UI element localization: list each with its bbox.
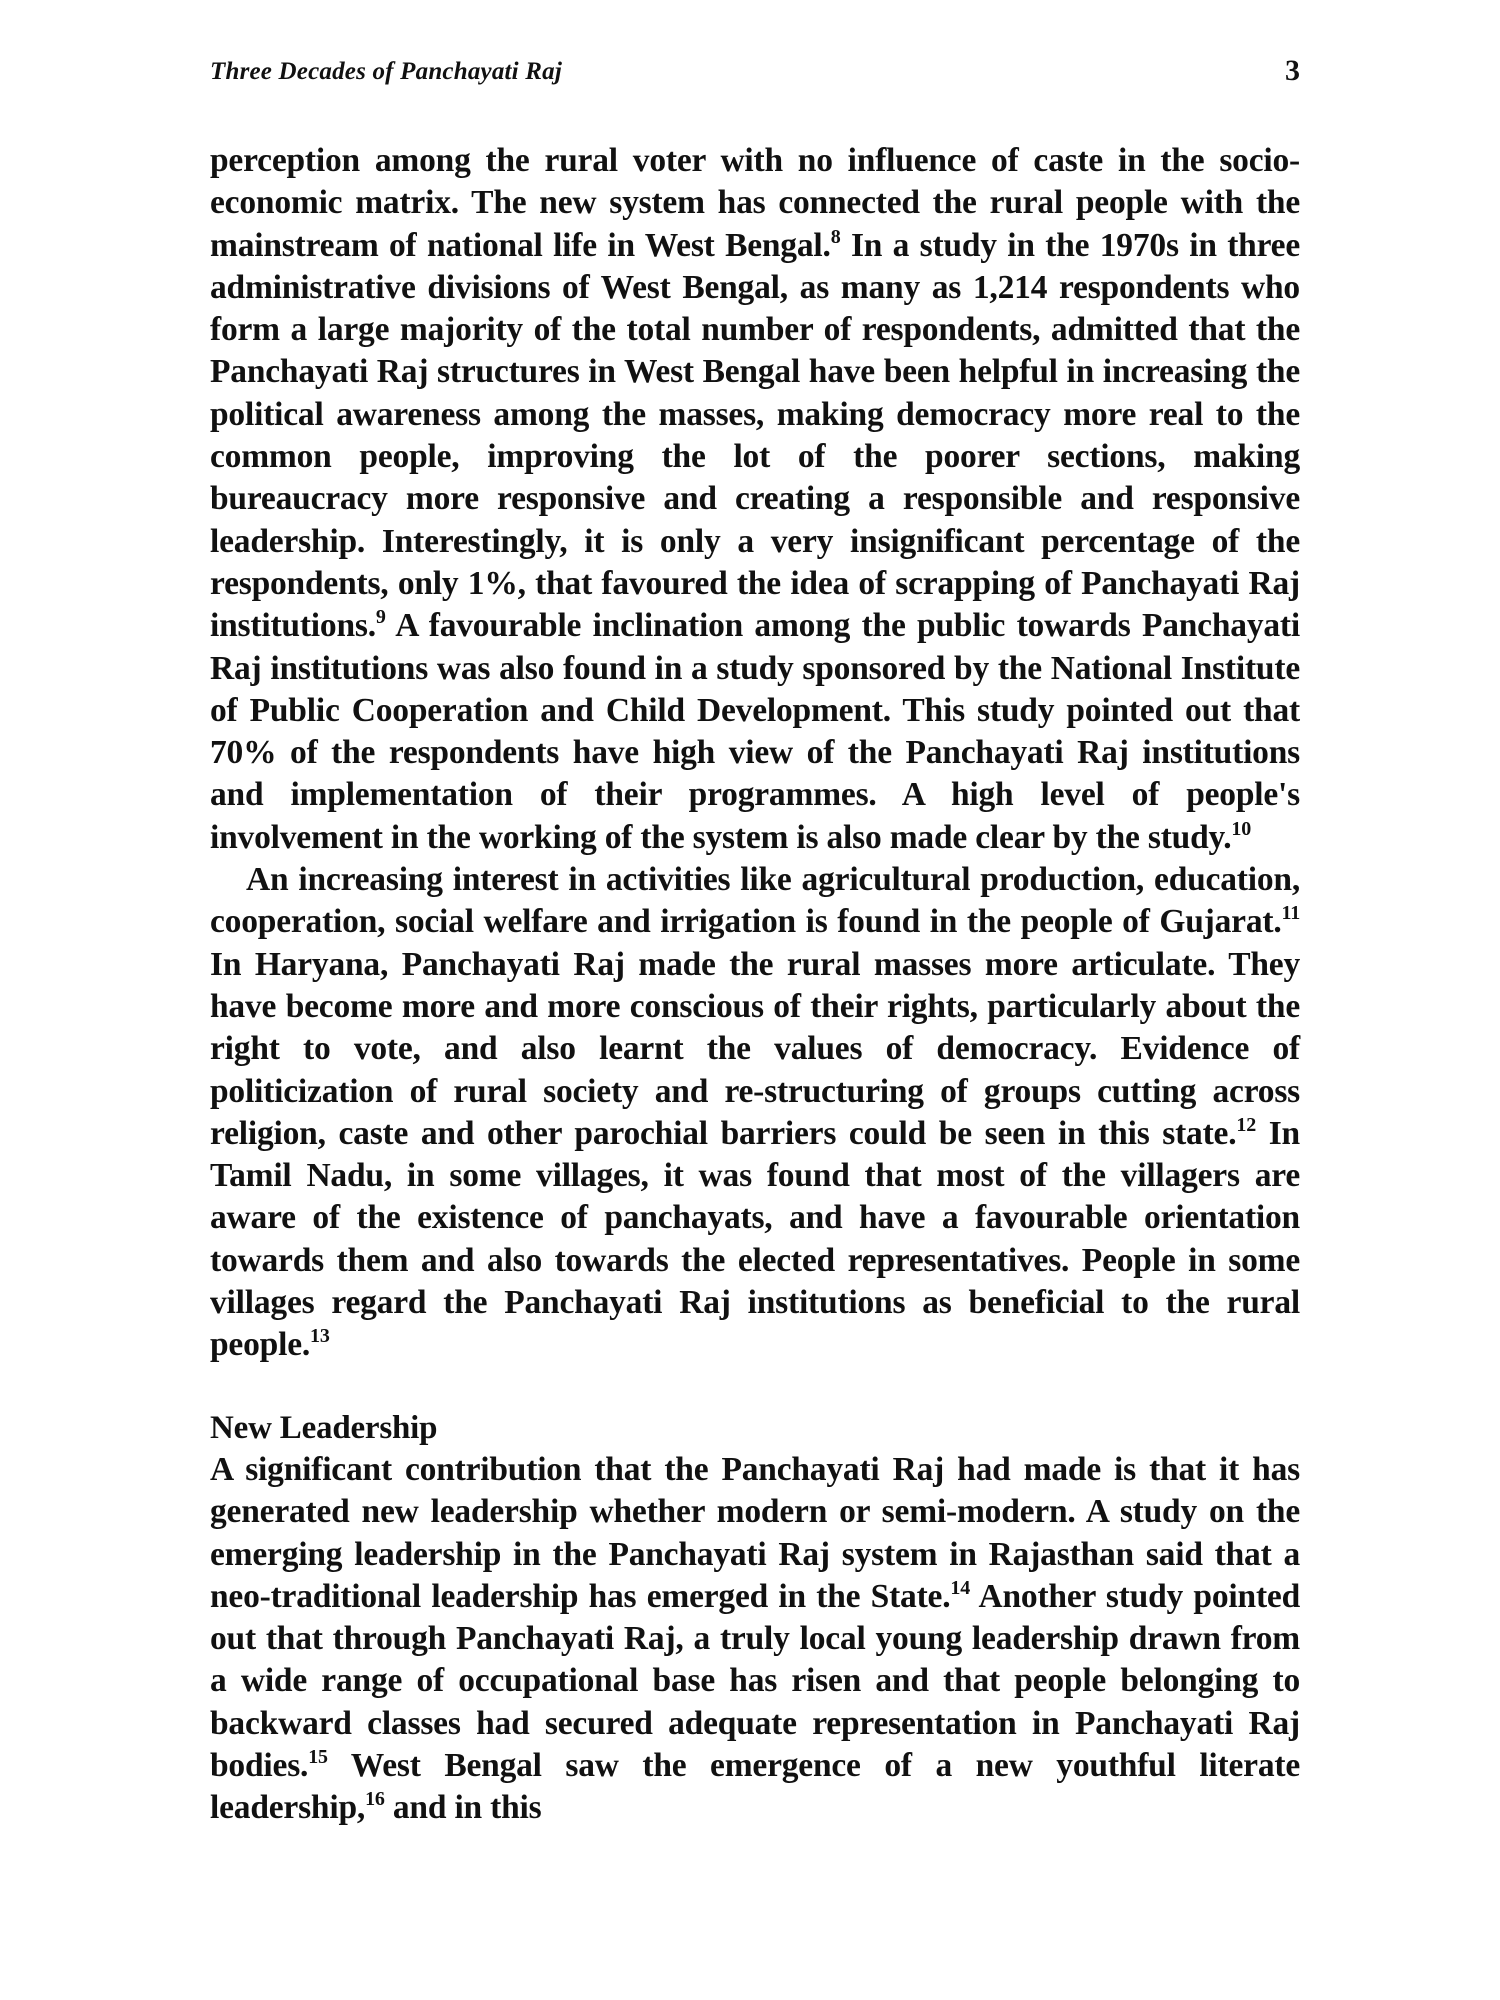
paragraph-2 bbox=[210, 859, 1300, 1367]
footnote-reference: 15 bbox=[308, 1745, 328, 1768]
text-run: Another study pointed out that through Panchayati Raj, a truly local young leadership drawn from a wide range of occupational base has risen and that people belonging to backward classes had secured adequate representation in Panchayati Raj bodies. bbox=[210, 1577, 1300, 1784]
text-run: West Bengal saw the emergence of a new youthful literate leadership, bbox=[210, 1746, 1300, 1827]
footnote-reference: 12 bbox=[1236, 1113, 1256, 1136]
text-run: perception among the rural voter with no influence of caste in the socio-economic matrix. The new system has connected the rural people with the mainstream of national life in West Bengal. bbox=[210, 142, 1300, 264]
footnote-reference: 9 bbox=[375, 606, 386, 629]
page-number: 3 bbox=[1285, 54, 1300, 87]
text-run: A favourable inclination among the public towards Panchayati Raj institutions was also found in a study sponsored by the National Institute of Public Cooperation and Child Development. This study pointed out that 70% of the respondents have high view of the Panchayati Raj institutions and implementation of their programmes. A high level of people's involvement in the working of the system is also made clear by the study. bbox=[210, 607, 1300, 856]
text-run: An increasing interest in activities like agricultural production, education, cooperation, social welfare and irrigation is found in the people of Gujarat. bbox=[210, 861, 1300, 941]
footnote-reference: 13 bbox=[310, 1325, 330, 1348]
footnote-reference: 16 bbox=[365, 1788, 385, 1811]
text-run: A significant contribution that the Panchayati Raj had made is that it has generated new leadership whether modern or semi-modern. A study on the emerging leadership in the Panchayati Raj system in Rajasthan said that a neo-traditional leadership has emerged in the State. bbox=[210, 1450, 1300, 1615]
text-run: In Haryana, Panchayati Raj made the rural masses more articulate. They have become more and more conscious of their rights, particularly about the right to vote, and also learnt the values of democracy. Evidence of politicization of rural society and re-structuring of groups cutting across religion, caste and other parochial barriers could be seen in this state. bbox=[210, 945, 1300, 1152]
text-run: In Tamil Nadu, in some villages, it was found that most of the villagers are aware of the existence of panchayats, and have a favourable orientation towards them and also towards the elected representatives. People in some villages regard the Panchayati Raj institutions as beneficial to the rural people. bbox=[210, 1114, 1300, 1364]
body-text bbox=[210, 140, 1300, 1830]
footnote-reference: 10 bbox=[1231, 817, 1252, 840]
footnote-reference: 11 bbox=[1281, 902, 1300, 925]
paragraph-3 bbox=[210, 1449, 1300, 1830]
section-heading: New Leadership bbox=[210, 1409, 438, 1446]
text-run: In a study in the 1970s in three administrative divisions of West Bengal, as many as 1,214 respondents who form a large majority of the total number of respondents, admitted that the Panchayati Raj structures in West Bengal have been helpful in increasing the political awareness among the masses, making democracy more real to the common people, improving the lot of the poorer sections, making bureaucracy more responsive and creating a responsible and responsive leadership. Interestingly, it is only a very insignificant percentage of the respondents, only 1%, that favoured the idea of scrapping of Panchayati Raj institutions. bbox=[210, 226, 1300, 645]
text-run: and in this bbox=[384, 1789, 542, 1827]
footnote-reference: 8 bbox=[830, 225, 841, 248]
running-title: Three Decades of Panchayati Raj bbox=[210, 58, 562, 85]
footnote-reference: 14 bbox=[950, 1576, 970, 1599]
paragraph-1 bbox=[210, 140, 1300, 859]
running-header bbox=[210, 54, 1300, 98]
